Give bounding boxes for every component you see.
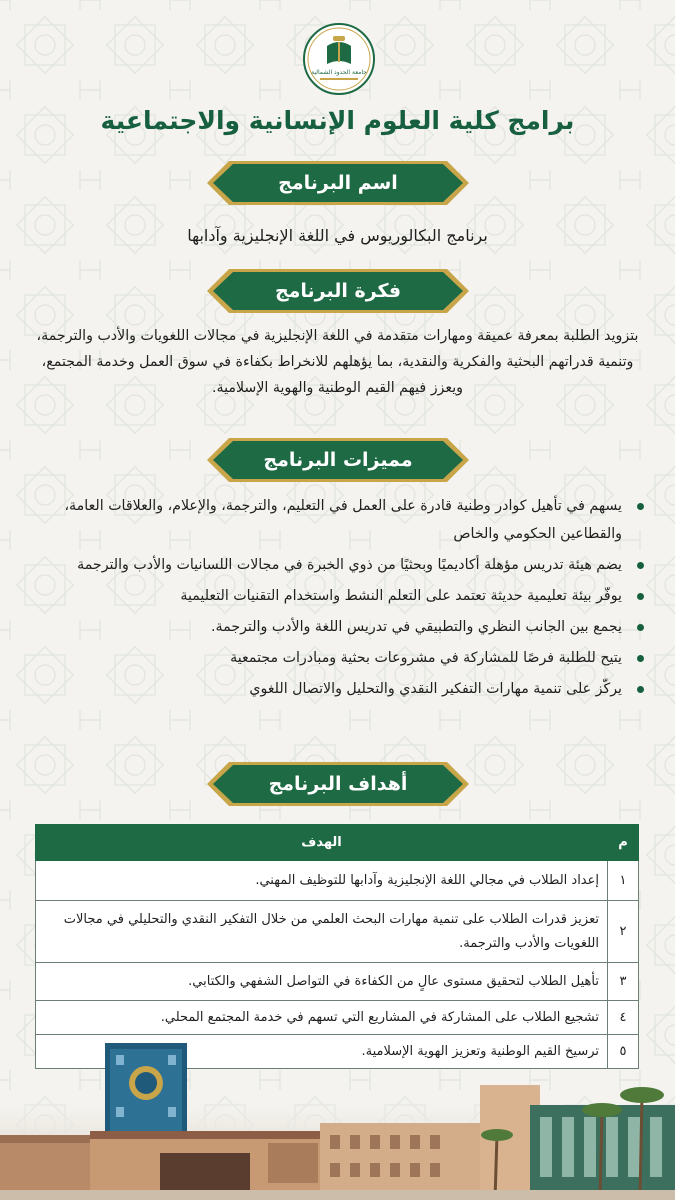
column-header-num: م: [608, 825, 639, 861]
table-header-row: [36, 825, 639, 861]
features-list: [28, 492, 648, 706]
ribbon-program-name: [205, 160, 471, 206]
row-number: ٣: [608, 963, 639, 1001]
list-item: [28, 675, 648, 703]
row-goal: ترسيخ القيم الوطنية وتعزيز الهوية الإسلامية.: [36, 1035, 608, 1069]
list-item: [28, 613, 648, 641]
table-row: [36, 963, 639, 1001]
section-heading-program-features: مميزات البرنامج: [263, 449, 413, 471]
program-idea-text: بتزويد الطلبة بمعرفة عميقة ومهارات متقدمة في اللغة الإنجليزية في مجالات اللغويات والأدب والترجمة، وتنمية قدراتهم البحثية والفكرية والنقدية، بما يؤهلهم للانخراط بكفاءة في سوق العمل وخدمة المجتمع، ويعزز فيهم القيم الوطنية والهوية الإسلامية.: [36, 328, 639, 396]
feature-text: يوفّر بيئة تعليمية حديثة تعتمد على التعلم النشط واستخدام التقنيات التعليمية: [180, 588, 622, 604]
feature-text: يسهم في تأهيل كوادر وطنية قادرة على العمل في التعليم، والترجمة، والإعلام، والعلاقات العامة، والقطاعين الحكومي والخاص: [64, 498, 622, 542]
row-goal: تعزيز قدرات الطلاب على تنمية مهارات البحث العلمي من خلال التفكير النقدي والتحليلي في مجالات اللغويات والأدب والترجمة.: [36, 901, 608, 963]
bullet-icon: [637, 562, 644, 569]
row-goal: إعداد الطلاب في مجالي اللغة الإنجليزية وآدابها للتوظيف المهني.: [36, 861, 608, 901]
section-heading-program-name: اسم البرنامج: [278, 172, 398, 194]
university-logo: [302, 22, 376, 96]
section-heading-program-idea: فكرة البرنامج: [274, 280, 402, 302]
bullet-icon: [637, 686, 644, 693]
row-number: ٤: [608, 1001, 639, 1035]
row-number: ٥: [608, 1035, 639, 1069]
list-item: [28, 644, 648, 672]
row-goal: تشجيع الطلاب على المشاركة في المشاريع التي تسهم في خدمة المجتمع المحلي.: [36, 1001, 608, 1035]
list-item: [28, 582, 648, 610]
section-heading-program-goals: أهداف البرنامج: [268, 773, 408, 795]
ribbon-program-features: [205, 437, 471, 483]
bullet-icon: [637, 503, 644, 510]
row-number: ١: [608, 861, 639, 901]
row-goal: تأهيل الطلاب لتحقيق مستوى عالٍ من الكفاءة في التواصل الشفهي والكتابي.: [36, 963, 608, 1001]
logo-text: جامعة الحدود الشمالية: [311, 69, 367, 76]
campus-buildings-illustration: [0, 1035, 675, 1200]
program-name-text: برنامج البكالوريوس في اللغة الإنجليزية وآدابها: [187, 226, 488, 245]
bullet-icon: [637, 624, 644, 631]
feature-text: يتيح للطلبة فرصًا للمشاركة في مشروعات بحثية ومبادرات مجتمعية: [230, 650, 622, 666]
table-row: [36, 861, 639, 901]
feature-text: يضم هيئة تدريس مؤهلة أكاديميًا وبحثيًا من ذوي الخبرة في مجالات اللسانيات والأدب والترجمة: [77, 557, 622, 573]
row-number: ٢: [608, 901, 639, 963]
bullet-icon: [637, 655, 644, 662]
table-row: [36, 901, 639, 963]
feature-text: يجمع بين الجانب النظري والتطبيقي في تدريس اللغة والأدب والترجمة.: [211, 619, 622, 635]
goals-table: [35, 824, 639, 1069]
list-item: [28, 492, 648, 548]
table-row: [36, 1001, 639, 1035]
list-item: [28, 551, 648, 579]
ribbon-program-idea: [205, 268, 471, 314]
feature-text: يركّز على تنمية مهارات التفكير النقدي والتحليل والاتصال اللغوي: [249, 681, 622, 697]
column-header-goal: الهدف: [36, 825, 608, 861]
ribbon-program-goals: [205, 761, 471, 807]
bullet-icon: [637, 593, 644, 600]
page-title: برامج كلية العلوم الإنسانية والاجتماعية: [100, 106, 575, 135]
